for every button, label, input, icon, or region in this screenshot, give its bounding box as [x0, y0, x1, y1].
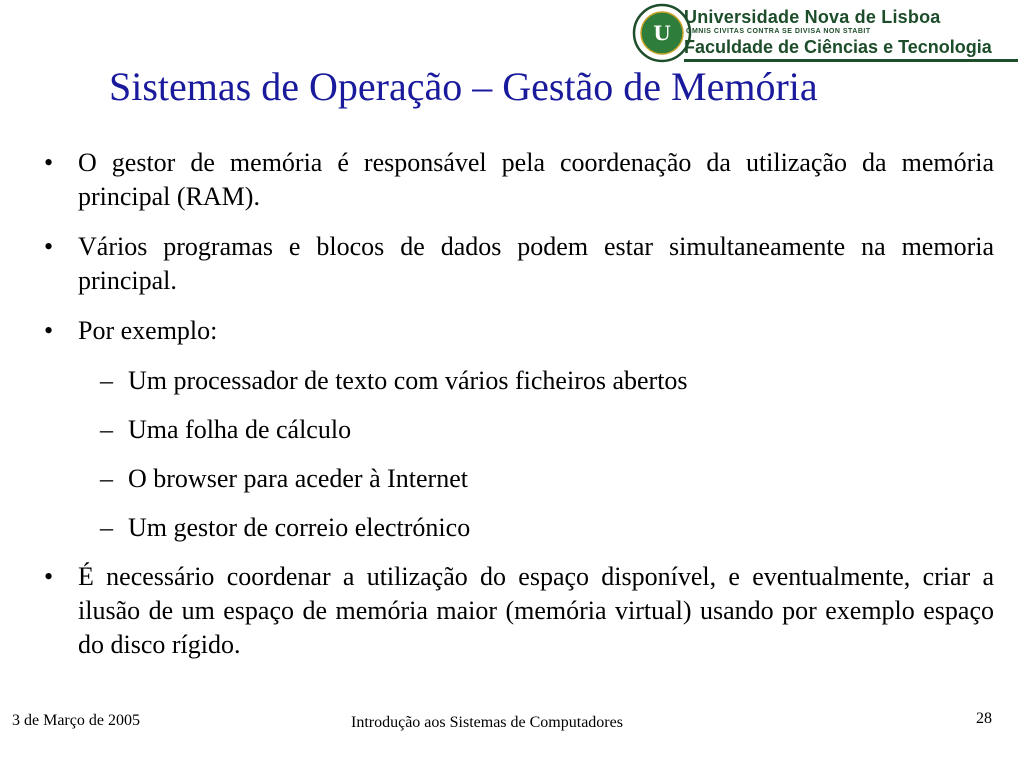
page-number: 28	[976, 710, 992, 727]
bullet-mark: •	[44, 562, 54, 591]
footer-date: 3 de Março de 2005	[12, 712, 140, 729]
sub-bullet-item	[44, 462, 994, 496]
bullet-text: Vários programas e blocos de dados podem estar simultaneamente na memoria principal.	[78, 232, 994, 295]
sub-bullet-text: Um gestor de correio electrónico	[128, 513, 471, 542]
sub-bullet-item	[44, 511, 994, 545]
bullet-mark: •	[44, 148, 54, 177]
sub-bullet-text: O browser para aceder à Internet	[128, 464, 468, 493]
bullet-mark: •	[44, 232, 54, 261]
dash-mark: –	[100, 366, 113, 395]
svg-text:U: U	[653, 21, 671, 45]
sub-bullet-text: Uma folha de cálculo	[128, 415, 352, 444]
sub-bullet-item	[44, 413, 994, 447]
bullet-text: É necessário coordenar a utilização do espaço disponível, e eventualmente, criar a ilusão de um espaço de memória maior (memória virtual) usando por exemplo espaço do disco rígido.	[78, 562, 994, 659]
university-name: Universidade Nova de Lisboa	[684, 7, 941, 27]
sub-bullet-text: Um processador de texto com vários ficheiros abertos	[128, 366, 688, 395]
bullet-item	[44, 314, 994, 348]
bullet-item	[44, 146, 994, 214]
slide-content	[44, 146, 994, 678]
bullet-text: O gestor de memória é responsável pela coordenação da utilização da memória principal (RAM).	[78, 148, 994, 211]
university-motto: OMNIS CIVITAS CONTRA SE DIVISA NON STABIT	[686, 28, 871, 35]
faculty-name: Faculdade de Ciências e Tecnologia	[684, 37, 992, 57]
footer-course-title: Introdução aos Sistemas de Computadores	[351, 714, 623, 731]
university-emblem-icon	[632, 3, 692, 63]
dash-mark: –	[100, 513, 113, 542]
university-logo	[632, 3, 1020, 63]
bullet-mark: •	[44, 316, 54, 345]
bullet-item	[44, 230, 994, 298]
dash-mark: –	[100, 464, 113, 493]
bullet-item	[44, 560, 994, 662]
slide-title: Sistemas de Operação – Gestão de Memória	[109, 64, 818, 109]
sub-bullet-item	[44, 364, 994, 398]
bullet-text: Por exemplo:	[78, 316, 218, 345]
dash-mark: –	[100, 415, 113, 444]
